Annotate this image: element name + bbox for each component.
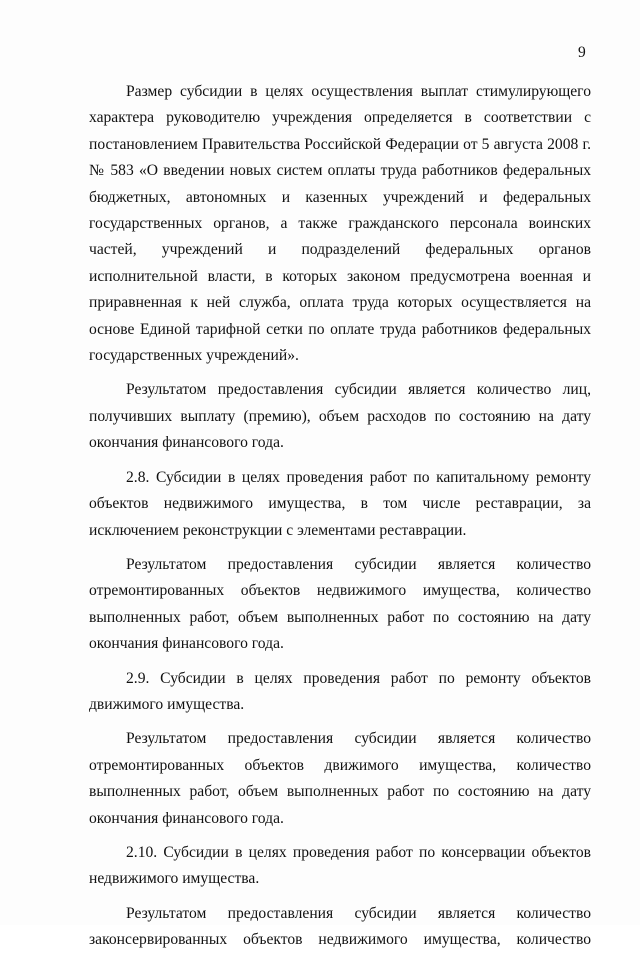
- document-body: [89, 79, 591, 962]
- paragraph-2-9: 2.9. Субсидии в целях проведения работ по ремонту объектов движимого имущества.: [89, 669, 591, 713]
- paragraph-result-movable-repair: Результатом предоставления субсидии является количество отремонтированных объектов движимого имущества, количество выполненных работ, объем выполненных работ по состоянию на дату окончания финансового года.: [89, 730, 591, 827]
- paragraph-2-8: 2.8. Субсидии в целях проведения работ по капитальному ремонту объектов недвижимого имущества, в том числе реставрации, за исключением реконструкции с элементами реставрации.: [89, 468, 591, 539]
- paragraph-result-conservation: Результатом предоставления субсидии является количество законсервированных объектов недвижимого имущества, количество: [89, 904, 591, 949]
- paragraph-2-10: 2.10. Субсидии в целях проведения работ по консервации объектов недвижимого имущества.: [89, 843, 591, 888]
- paragraph-result-capital-repair: Результатом предоставления субсидии является количество отремонтированных объектов недвижимого имущества, количество выполненных работ, объем выполненных работ по состоянию на дату окончания финансового года.: [89, 555, 591, 653]
- page-number: 9: [578, 44, 586, 61]
- paragraph-subsidy-size: Размер субсидии в целях осуществления выплат стимулирующего характера руководителю учреждения определяется в соответствии с постановлением Правительства Российской Федерации от 5 августа 2008 г. № 583 «О введении новых систем оплаты труда работников федеральных бюджетных, автономных и казенных учреждений и федеральных государственных органов, а также гражданского персонала воинских частей, учреждений и подразделений федеральных органов исполнительной власти, в которых законом предусмотрена военная и приравненная к ней служба, оплата труда которых осуществляется на основе Единой тарифной сетки по оплате труда работников федеральных государственных учреждений».: [89, 83, 591, 365]
- paragraph-result-payments: Результатом предоставления субсидии является количество лиц, получивших выплату (премию), объем расходов по состоянию на дату окончания финансового года.: [89, 381, 591, 452]
